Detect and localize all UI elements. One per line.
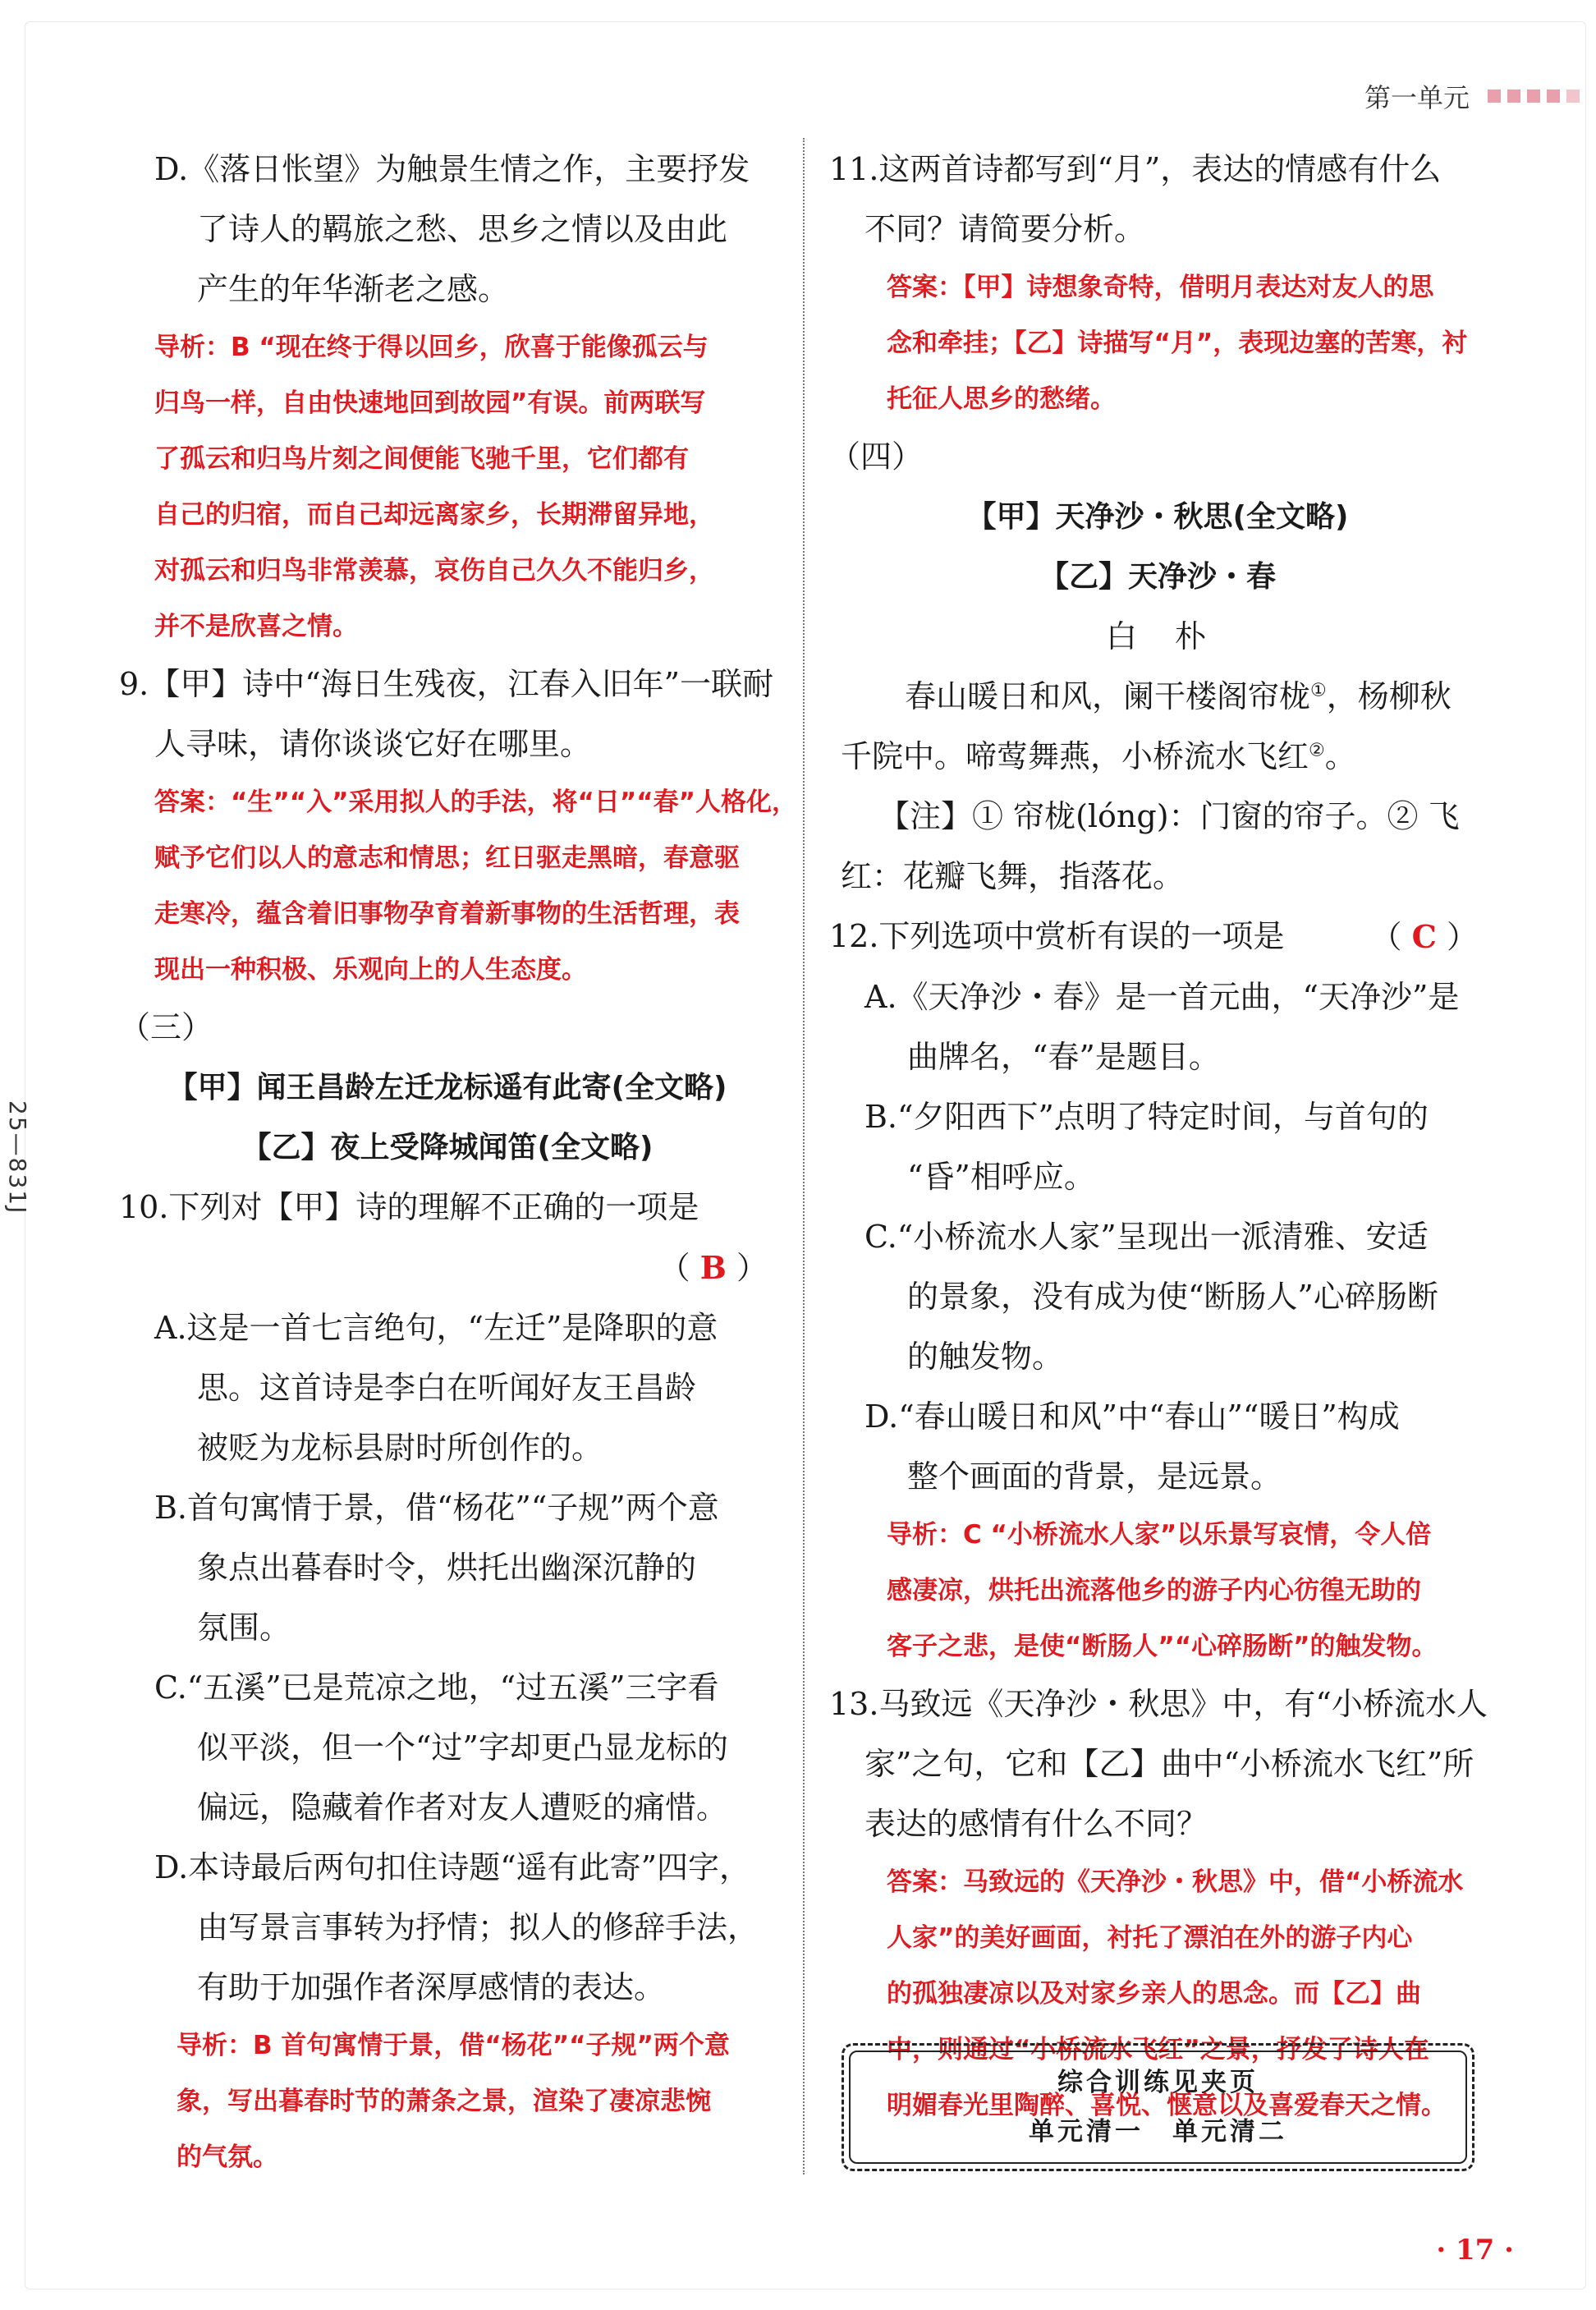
q12-option-c [829,1207,1486,1387]
answer-line: 答案：“生”“入”采用拟人的手法，将“日”“春”人格化， [154,788,797,817]
bracket: ） [1446,919,1478,955]
question-11 [829,140,1486,259]
q12-guide [829,1507,1486,1674]
option-line: 似平淡，但一个“过”字却更凸显龙标的 [197,1729,728,1766]
option-line: C.“五溪”已是荒凉之地，“过五溪”三字看 [154,1669,719,1706]
right-column [829,140,1486,2133]
text-line: 产生的年华渐老之感。 [197,271,510,307]
q10-answer-slot [119,1238,776,1298]
option-line: 整个画面的背景，是远景。 [907,1458,1282,1495]
poem-title-jia: 【甲】闻王昌龄左迁龙标遥有此寄(全文略) [167,1071,727,1104]
q10-option-b [119,1478,776,1658]
left-column [119,140,797,2185]
guide-line: 对孤云和归鸟非常羡慕，哀伤自己久久不能归乡， [154,556,714,586]
option-line: B.“夕阳西下”点明了特定时间，与首句的 [864,1099,1429,1135]
q10-option-c [119,1658,776,1838]
q10-option-a [119,1298,776,1478]
page-header [1364,77,1580,115]
option-line: 有助于加强作者深厚感情的表达。 [197,1969,666,2005]
option-line: 由写景言事转为抒情；拟人的修辞手法， [197,1909,759,1945]
q9-guide [119,319,776,654]
poem-text: ，杨柳秋 [1326,678,1452,714]
option-line: D.本诗最后两句扣住诗题“遥有此寄”四字， [154,1849,751,1885]
q12-option-b [829,1087,1486,1207]
answer-line: 念和牵挂；【乙】诗描写“月”，表现边塞的苦寒，衬 [887,328,1468,358]
answer-line: 走寒冷，蕴含着旧事物孕育着新事物的生活哲理，表 [154,899,740,929]
poem-text: 千院中。啼莺舞燕，小桥流水飞红 [841,738,1309,774]
q12-option-d [829,1387,1486,1507]
answer-line: 答案：马致远的《天净沙・秋思》中，借“小桥流水 [887,1867,1464,1897]
q12-answer-slot [1371,907,1486,967]
header-decoration-square [1507,90,1520,103]
question-line: 表达的感情有什么不同？ [864,1806,1208,1842]
poem-line [829,727,1486,787]
column-divider [803,138,805,2175]
answer-line: 答案：【甲】诗想象奇特，借明月表达对友人的思 [887,273,1434,302]
training-info-box [842,2043,1474,2171]
option-line: 被贬为龙标县尉时所创作的。 [197,1430,603,1466]
option-line: 氛围。 [197,1610,291,1646]
page-number: · 17 · [1436,2234,1514,2266]
header-decoration-square [1547,90,1560,103]
header-decoration-square [1527,90,1540,103]
guide-line: 的气氛。 [177,2142,278,2172]
q12-option-a [829,967,1486,1087]
option-line: 的触发物。 [907,1339,1064,1375]
option-line: A.《天净沙・春》是一首元曲，“天净沙”是 [864,979,1460,1015]
q10-option-d [119,1838,776,2018]
question-line: 家”之句，它和【乙】曲中“小桥流水飞红”所 [864,1746,1474,1782]
question-9 [119,654,776,774]
poem-author: 白 朴 [1105,618,1209,654]
info-box-line: 单元清一 单元清二 [1029,2117,1287,2147]
header-decoration-square [1566,90,1580,103]
poem-note [829,787,1486,907]
option-line: 曲牌名，“春”是题目。 [907,1039,1220,1075]
poem-text: 。 [1324,738,1356,774]
option-line: 的景象，没有成为使“断肠人”心碎肠断 [907,1279,1438,1315]
question-13 [829,1674,1486,1854]
option-line: D.“春山暖日和风”中“春山”“暖日”构成 [864,1398,1400,1435]
answer-line: 现出一种积极、乐观向上的人生态度。 [154,955,587,985]
option-line: 思。这首诗是李白在听闻好友王昌龄 [197,1370,697,1406]
poem-text: 春山暖日和风，阑干楼阁帘栊 [905,678,1311,714]
side-code: 25—831J [4,1100,31,1215]
footnote-mark: ② [1309,740,1325,761]
footnote-mark: ① [1310,680,1327,701]
option-line: 偏远，隐藏着作者对友人遭贬的痛惜。 [197,1789,728,1825]
q10-guide [119,2018,776,2185]
question-line: 人寻味，请你谈谈它好在哪里。 [154,726,592,762]
option-line: 象点出暮春时令，烘托出幽深沉静的 [197,1550,697,1586]
guide-line: 归鸟一样，自由快速地回到故园”有误。前两联写 [154,388,706,418]
bracket: ） [736,1250,768,1286]
info-box-line: 综合训练见夹页 [1057,2068,1259,2097]
question-line: 13.马致远《天净沙・秋思》中，有“小桥流水人 [829,1686,1488,1722]
guide-line: 客子之悲，是使“断肠人”“心碎肠断”的触发物。 [887,1632,1438,1661]
question-line: 不同？请简要分析。 [864,211,1146,247]
note-line: 【注】① 帘栊(lóng)：门窗的帘子。② 飞 [878,798,1460,834]
answer-line: 托征人思乡的愁绪。 [887,384,1116,414]
q11-answer [829,259,1486,427]
guide-line: 象，写出暮春时节的萧条之景，渲染了凄凉悲惋 [177,2087,711,2116]
section-3-heading: （三） [119,1009,213,1045]
q9-option-d [119,140,776,319]
guide-line: 导析：B 首句寓情于景，借“杨花”“子规”两个意 [177,2031,730,2060]
answer-line: 明媚春光里陶醉、喜悦、惬意以及喜爱春天之情。 [887,2091,1447,2120]
guide-line: 感凄凉，烘托出流落他乡的游子内心彷徨无助的 [887,1576,1421,1605]
header-decoration-square [1488,90,1501,103]
text-line: 了诗人的羁旅之愁、思乡之情以及由此 [197,211,728,247]
question-line: 11.这两首诗都写到“月”，表达的情感有什么 [829,151,1442,187]
q9-answer [119,774,797,998]
option-line: “昏”相呼应。 [907,1159,1095,1195]
guide-line: 导析：C “小桥流水人家”以乐景写哀情，令人倍 [887,1520,1432,1550]
question-text: 12.下列选项中赏析有误的一项是 [829,918,1285,954]
question-12 [829,907,1486,967]
section-4-heading: （四） [829,439,924,475]
answer-line: 中，则通过“小桥流水飞红”之景，抒发了诗人在 [887,2035,1429,2064]
guide-line: 并不是欣喜之情。 [154,612,358,641]
option-line: C.“小桥流水人家”呈现出一派清雅、安适 [864,1219,1429,1255]
poem-line [829,667,1486,727]
poem-title-jia: 【甲】天净沙・秋思(全文略) [966,500,1349,534]
poem-title-yi: 【乙】天净沙・春 [1039,560,1276,594]
note-line: 红：花瓣飞舞，指落花。 [841,858,1185,894]
guide-line: 了孤云和归鸟片刻之间便能飞驰千里，它们都有 [154,444,689,474]
bracket: （ [658,1250,690,1286]
q12-answer-letter: C [1411,918,1437,955]
guide-line: 导析：B “现在终于得以回乡，欣喜于能像孤云与 [154,333,709,362]
answer-line: 人家”的美好画面，衬托了漂泊在外的游子内心 [887,1923,1413,1953]
guide-line: 自己的归宿，而自己却远离家乡，长期滞留异地， [154,500,714,530]
q10-answer-letter: B [699,1249,727,1286]
answer-line: 赋予它们以人的意志和情思；红日驱走黑暗，春意驱 [154,843,740,873]
option-line: A.这是一首七言绝句，“左迁”是降职的意 [154,1310,718,1346]
bracket: （ [1370,919,1402,955]
answer-line: 的孤独凄凉以及对家乡亲人的思念。而【乙】曲 [887,1979,1421,2009]
poem-title-yi: 【乙】夜上受降城闻笛(全文略) [241,1131,654,1164]
text-line: D.《落日怅望》为触景生情之作，主要抒发 [154,151,750,187]
question-line: 9.【甲】诗中“海日生残夜，江春入旧年”一联耐 [119,666,774,702]
question-10: 10.下列对【甲】诗的理解不正确的一项是 [119,1189,699,1225]
option-line: B.首句寓情于景，借“杨花”“子规”两个意 [154,1490,719,1526]
unit-label: 第一单元 [1364,82,1470,113]
